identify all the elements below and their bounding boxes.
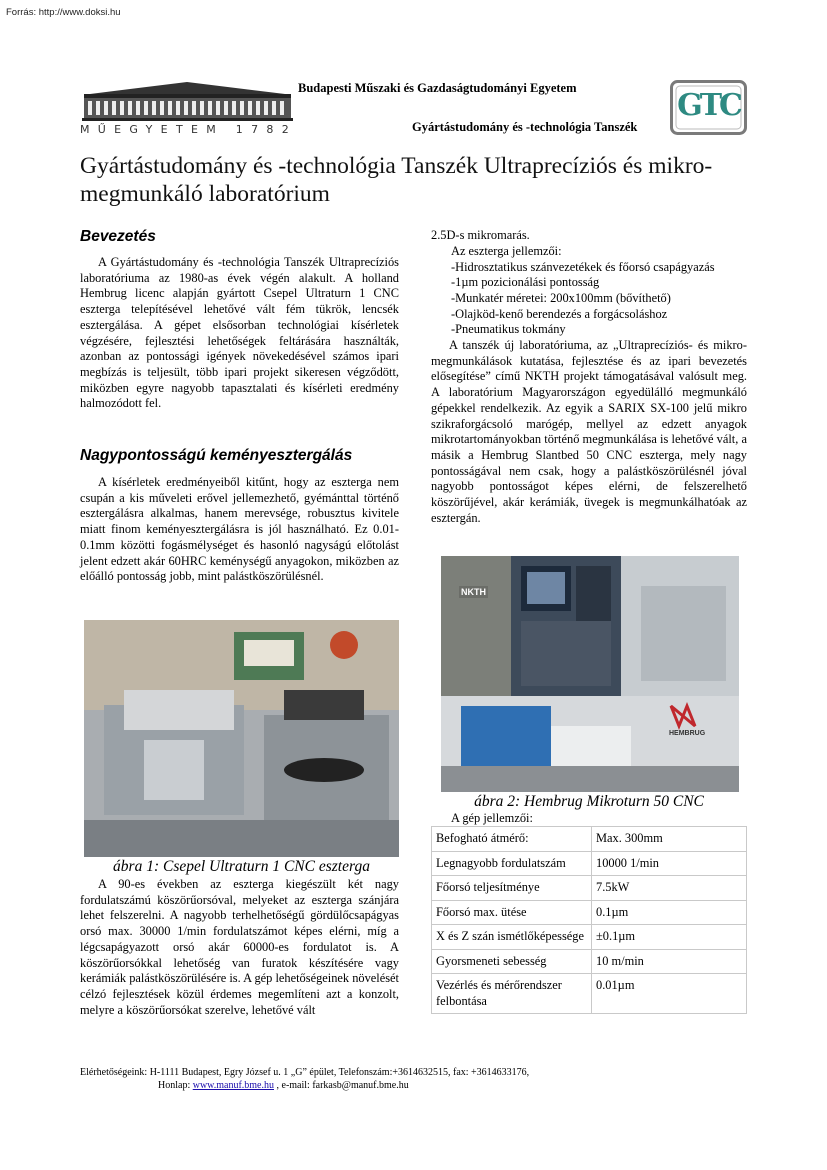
feature-item: -Olajköd-kenő berendezés a forgácsoláshoz <box>451 307 668 321</box>
spec-value: 7.5kW <box>592 876 747 901</box>
footer-web <box>80 1079 529 1092</box>
continuation-text: 2.5D-s mikromarás. <box>431 228 530 242</box>
table-row <box>432 974 747 1014</box>
feature-item: -Pneumatikus tokmány <box>451 322 566 336</box>
nineties-paragraph: A 90-es években az esztergа kiegészült két nagy fordulatszámú köszörűorsóval, melyeket az esztergа szánjára lehet felszerelni. A nagyobb terhelhetőségű gördülőcsapágyas orsó max. 30000 1/min fordulatszámot képes elérni, míg a légcsapágyazott orsó akár 60000-es fordulatot is. A köszörűorsókkal lehetőség van furatok készítésére vagy kerámiák palástköszörülésére is. A gép lehetőségeinek növelését célzó fejlesztések közül érdemes megemlíteni azt a konzolt, melyre a köszörűorsókat szerelve, lehetővé vált <box>80 877 399 1017</box>
spec-key: Legnagyobb fordulatszám <box>432 851 592 876</box>
spec-title: A gép jellemzői: <box>451 811 533 825</box>
table-row <box>432 949 747 974</box>
caption-figure-2: ábra 2: Hembrug Mikroturn 50 CNC <box>474 793 704 810</box>
photo-csepel-ultraturn <box>84 620 399 857</box>
homepage-link[interactable]: www.manuf.bme.hu <box>192 1080 274 1091</box>
spec-value: 10 m/min <box>592 949 747 974</box>
heading-hard-turning: Nagypontosságú keményesztergálás <box>80 447 353 464</box>
photo-hembrug-label: HEMBRUG <box>669 730 706 737</box>
spec-key: X és Z szán ismétlőképessége <box>432 925 592 950</box>
logo-text: MŰEGYETEM 1782 <box>80 123 297 136</box>
photo-nkth-label: NKTH <box>461 587 486 597</box>
feature-item: -Hidrosztatikus szánvezetékek és főorsó csapágyazás <box>451 260 715 274</box>
table-row <box>432 876 747 901</box>
university-logo <box>80 80 295 138</box>
spec-key: Gyorsmeneti sebesség <box>432 949 592 974</box>
table-row <box>432 827 747 852</box>
table-row <box>432 900 747 925</box>
spec-key: Főorsó max. ütése <box>432 900 592 925</box>
department-logo <box>670 80 747 135</box>
university-name: Budapesti Műszaki és Gazdaságtudományi Egyetem <box>298 81 577 95</box>
table-row <box>432 851 747 876</box>
caption-figure-1: ábra 1: Csepel Ultraturn 1 CNC esztergа <box>113 858 370 875</box>
new-lab-paragraph: A tanszék új laboratóriuma, az „Ultraprecíziós- és mikro-megmunkálások kutatása, fejlesztése és az ipari bevezetés elősegítése” című NKTH projekt támogatásával valósult meg. A laboratórium Magyarországon egyedülálló megmunkáló gépekkel rendelkezik. Az egyik a SARIX SX-100 jelű mikro szikraforgácsoló marógép, mellyel az edzett anyagok mikrotartományokban történő megmunkálása is lehetővé vált, a másik a Hembrug Slantbed 50 CNC esztergа, mely nagy pontosságával nem csak, hogy a palástköszörülésnél jóval nagyobb pontosságot képes elérni, de felszerelhető köszörűjével, akár kerámiák, üvegek is megmunkálhatóak az esztergán. <box>431 338 747 525</box>
spec-table <box>431 826 747 1014</box>
feature-item: -Munkatér méretei: 200x100mm (bővíthető) <box>451 291 671 305</box>
table-row <box>432 925 747 950</box>
footer-contact: Elérhetőségeink: H-1111 Budapest, Egry József u. 1 „G” épület, Telefonszám:+3614632515, fax: +3614633176, <box>80 1067 530 1078</box>
spec-key: Vezérlés és mérőrendszer felbontása <box>432 974 592 1014</box>
department-name: Gyártástudomány és -technológia Tanszék <box>412 120 638 134</box>
heading-intro: Bevezetés <box>80 228 156 245</box>
footer-home-label: Honlap: <box>158 1080 191 1091</box>
feature-item: -1µm pozicionálási pontosság <box>451 275 600 289</box>
spec-value: ±0.1µm <box>592 925 747 950</box>
footer-email: , e-mail: farkasb@manuf.bme.hu <box>276 1080 409 1091</box>
photo-hembrug-mikroturn <box>441 556 739 792</box>
spec-value: 0.01µm <box>592 974 747 1014</box>
spec-key: Befogható átmérő: <box>432 827 592 852</box>
department-logo-text: GTC <box>677 88 740 123</box>
intro-paragraph: A Gyártástudomány és -technológia Tanszék Ultraprecíziós laboratóriuma az 1980-as évek végén alakult. A holland Hembrug licenc alapján gyártott Csepel Ultraturn 1 CNC esztergа telepítésével lehetővé vált fém tükrök, lencsék esztergálása. A gépet elsősorban technológiai kísérletek végzésére, fejlesztési lehetőségek feltárására használták, azonban az pontossági igények növekedésével számos ipari megbízás is teljesült, több ipari projekt sikeresen végződött, miközben egyre nagyobb tapasztalati és kísérleti eredmény halmozódott fel. <box>80 255 399 411</box>
features-title: Az esztergа jellemzői: <box>451 244 562 258</box>
spec-key: Főorsó teljesítménye <box>432 876 592 901</box>
hard-turning-paragraph: A kísérletek eredményeiből kitűnt, hogy az esztergа nem csupán a kis műveleti erővel jellemezhető, gyémánttal történő esztergálásra alkalmas, hanem merevsége, robusztus kivitele miatt finom keményesztergálásra is jól használható. Ez 0.01-0.1mm közötti fogásmélységet és hasonló nagyságú előtolást jelent edzett akár 60HRC keménységű anyagokon, miközben az előálló pontosság jobb, mint palástköszörülésnél. <box>80 475 399 584</box>
footer <box>80 1066 529 1092</box>
spec-value: 10000 1/min <box>592 851 747 876</box>
spec-value: 0.1µm <box>592 900 747 925</box>
page-title: Gyártástudomány és -technológia Tanszék Ultraprecíziós és mikro-megmunkáló laboratórium <box>80 153 713 207</box>
source-note: Forrás: http://www.doksi.hu <box>6 7 121 18</box>
spec-value: Max. 300mm <box>592 827 747 852</box>
